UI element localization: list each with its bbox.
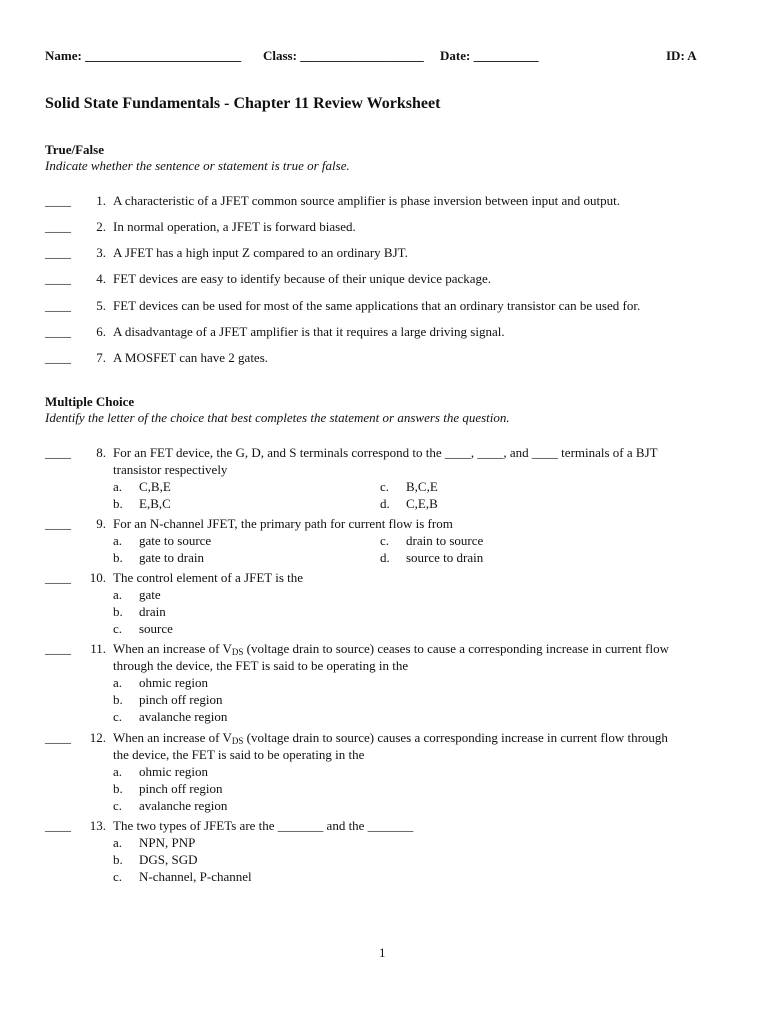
question-text: For an N-channel JFET, the primary path for current flow is from	[113, 516, 453, 531]
class-field: Class: ___________________	[263, 48, 424, 63]
question-text: When an increase of $V_{DS}$ (voltage drain to source) causes a corresponding increase in current flow through	[113, 730, 668, 746]
answer-blank: ____	[45, 245, 71, 260]
multiple-choice-instruction: Identify the letter of the choice that best completes the statement or answers the question.	[45, 410, 510, 425]
question-text: the device, the FET is said to be operating in the	[113, 747, 365, 762]
answer-blank: ____	[45, 641, 71, 656]
answer-blank: ____	[45, 570, 71, 585]
answer-blank: ____	[45, 219, 71, 234]
question-text: A characteristic of a JFET common source amplifier is phase inversion between input and output.	[113, 193, 620, 208]
answer-blank: ____	[45, 818, 71, 833]
question-number: 5.	[96, 298, 106, 313]
answer-blank: ____	[45, 271, 71, 286]
question-number: 7.	[96, 350, 106, 365]
question-number: 13.	[89, 818, 106, 833]
true-false-heading: True/False	[45, 142, 104, 157]
question-number: 1.	[96, 193, 106, 208]
id-label: ID: A	[666, 48, 697, 63]
question-text: FET devices can be used for most of the same applications that an ordinary transistor can be used for.	[113, 298, 641, 313]
name-field: Name: ________________________	[45, 48, 242, 63]
date-field: Date: __________	[440, 48, 539, 63]
answer-blank: ____	[45, 350, 71, 365]
question-number: 3.	[96, 245, 106, 260]
question-text: FET devices are easy to identify because of their unique device package.	[113, 271, 492, 286]
question-text: A MOSFET can have 2 gates.	[113, 350, 269, 365]
question-text: In normal operation, a JFET is forward biased.	[113, 219, 356, 234]
question-number: 2.	[96, 219, 106, 234]
question-text: The control element of a JFET is the	[113, 570, 304, 585]
worksheet-page: Name: ________________________ Class: ___________________ Date: __________ ID: A Solid State Fundamentals - Chapter 11 Review Worksheet True/False Indicate whether the sentence or statement is true or false. ____ 1. A characteristic of a JFET common source amplifier is phase inversion between input and output. ____ 2. In normal operation, a JFET is forward biased. ____ 3. A JFET has a high input Z compared to an ordinary BJT. ____ 4. FET devices are easy to identify because of their unique device package. ____ 5. FET devices can be used for most of the same applications that an ordinary transistor can be used for. ____ 6. A disadvantage of a JFET amplifier is that it requires a large driving signal. ____ 7. A MOSFET can have 2 gates. Multiple Choice Identify the letter of the choice that best completes the statement or answers the question. ____ 8. For an FET device, the G, D, and S terminals correspond to the ____, ____, and ____ terminals of a BJT transistor respectively a. C,B,E b. E,B,C c. B,C,E d. C,E,B ____ 9. For an N-channel JFET, the primary path for current flow is from a. gate to source b. gate to drain c. drain to source d. source to drain ____ 10. The control element of a JFET is the a. gate b. drain c. source ____ 11. When an increase of $V_{DS}$ (voltage drain to source) ceases to cause a corresponding increase in current flow through the device, the FET is said to be operating in the a. ohmic region b. pinch off region c. avalanche region ____ 12. When an increase of $V_{DS}$ (voltage drain to source) causes a corresponding increase in current flow through the device, the FET is said to be operating in the a. ohmic region b. pinch off region c. avalanche region ____ 13. The two types of JFETs are the _______ and the _______ a. NPN, PNP b. DGS, SGD c. N-channel, P-channel 1	[0, 0, 770, 1024]
question-number: 4.	[96, 271, 106, 286]
answer-blank: ____	[45, 324, 71, 339]
question-number: 11.	[90, 641, 106, 656]
page-number: 1	[379, 945, 386, 960]
worksheet-title: Solid State Fundamentals - Chapter 11 Review Worksheet	[45, 95, 441, 112]
answer-blank: ____	[45, 193, 71, 208]
question-number: 10.	[89, 570, 106, 585]
question-number: 8.	[96, 445, 106, 460]
answer-blank: ____	[45, 298, 71, 313]
answer-blank: ____	[45, 516, 71, 531]
question-text: When an increase of $V_{DS}$ (voltage drain to source) ceases to cause a corresponding increase in current flow	[113, 641, 669, 657]
question-number: 12.	[89, 730, 106, 745]
question-text: transistor respectively	[113, 462, 228, 477]
question-text: through the device, the FET is said to be operating in the	[113, 658, 409, 673]
answer-blank: ____	[45, 445, 71, 460]
question-number: 9.	[96, 516, 106, 531]
question-number: 6.	[96, 324, 106, 339]
multiple-choice-heading: Multiple Choice	[45, 394, 135, 409]
question-text: For an FET device, the G, D, and S terminals correspond to the ____, ____, and ____ terminals of a BJT	[113, 445, 658, 460]
question-text: A JFET has a high input Z compared to an ordinary BJT.	[113, 245, 408, 260]
answer-blank: ____	[45, 730, 71, 745]
question-text: A disadvantage of a JFET amplifier is that it requires a large driving signal.	[113, 324, 505, 339]
question-text: The two types of JFETs are the _______ and the _______	[113, 818, 414, 833]
true-false-instruction: Indicate whether the sentence or statement is true or false.	[45, 158, 350, 173]
